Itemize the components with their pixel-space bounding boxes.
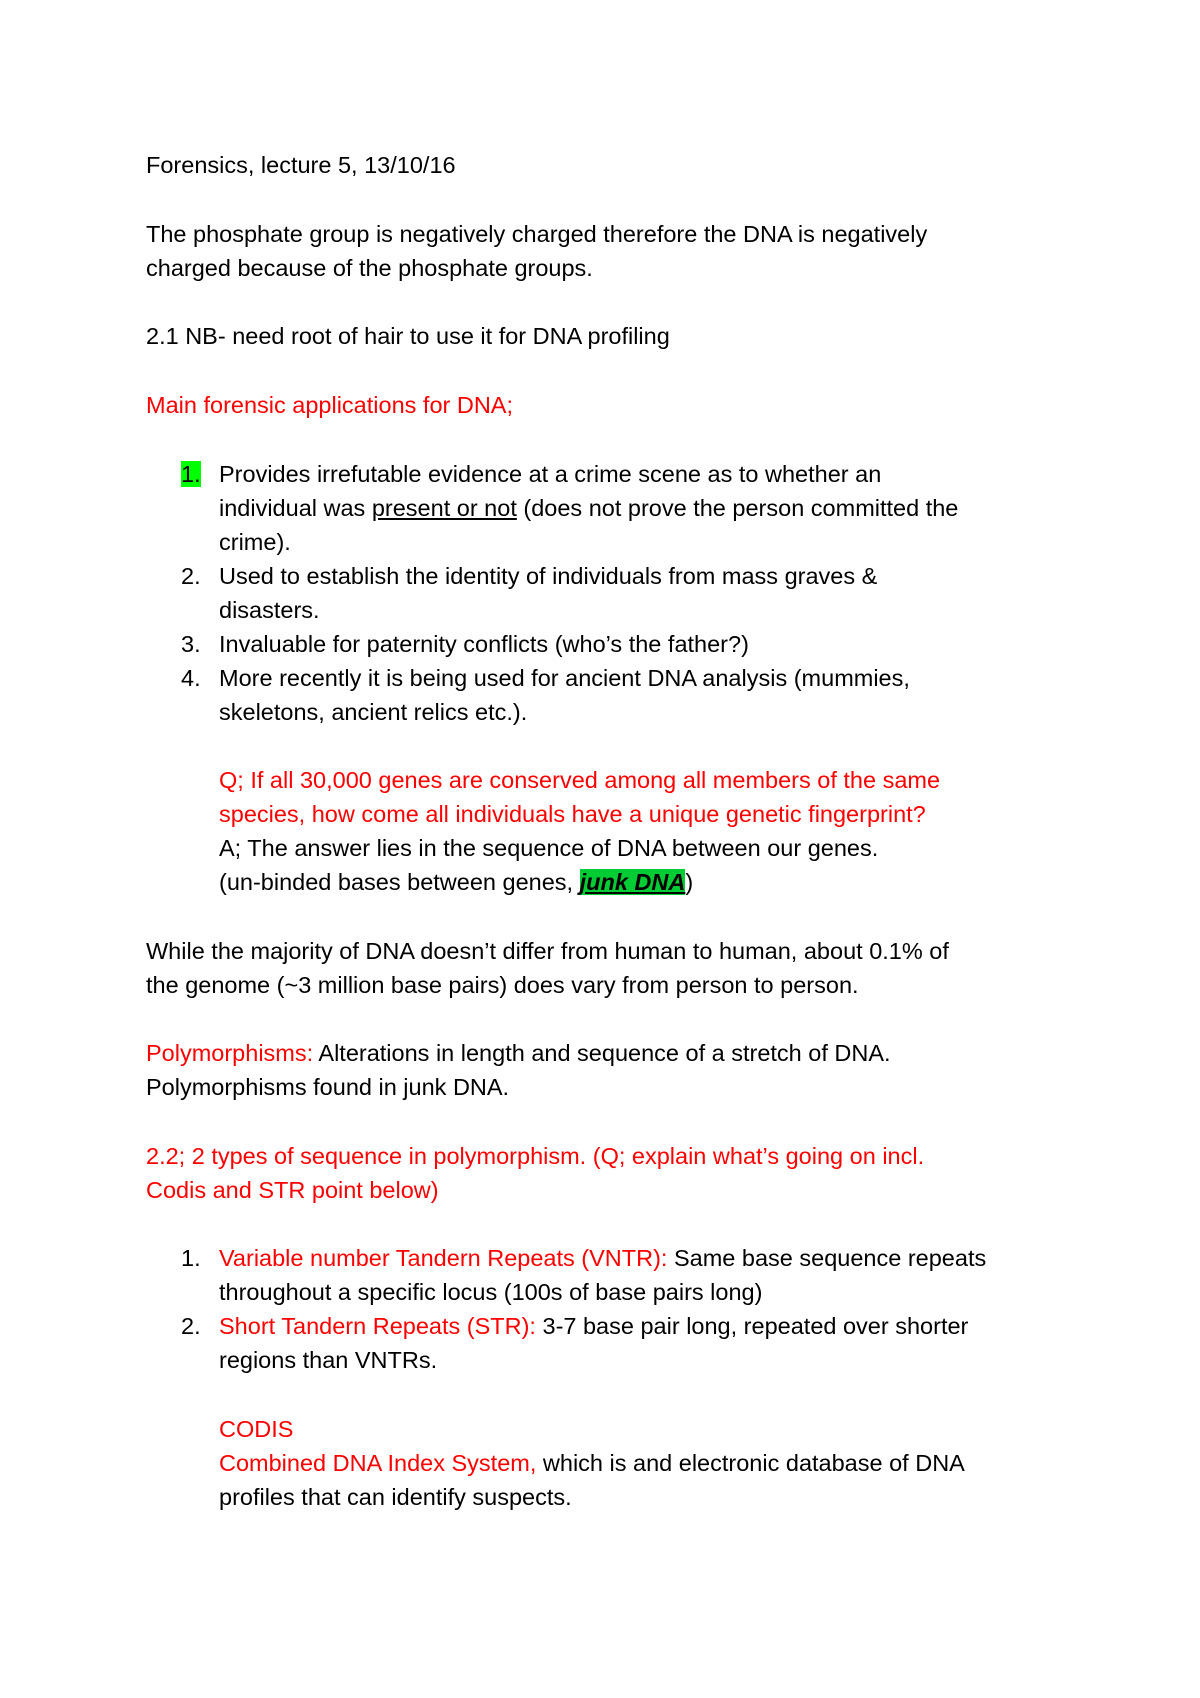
list-number: 3. xyxy=(181,631,201,657)
question-line: Q; If all 30,000 genes are conserved among all members of the same xyxy=(219,767,941,793)
list-number: 1. xyxy=(181,1245,201,1271)
paragraph-line: charged because of the phosphate groups. xyxy=(146,255,593,281)
paragraph-line: Polymorphisms found in junk DNA. xyxy=(146,1074,510,1100)
text-run: Same base sequence repeats xyxy=(667,1245,987,1271)
list-item-line xyxy=(219,1241,986,1275)
definition-line xyxy=(219,1446,965,1480)
question-line: species, how come all individuals have a unique genetic fingerprint? xyxy=(219,801,926,827)
paragraph-line: the genome (~3 million base pairs) does vary from person to person. xyxy=(146,972,859,998)
text-run: (does not prove the person committed the xyxy=(516,495,959,521)
text-run: which is and electronic database of DNA xyxy=(536,1450,965,1476)
list-item-line xyxy=(219,491,958,525)
list-item-line: Used to establish the identity of individuals from mass graves & xyxy=(219,563,878,589)
list-item-line: Provides irrefutable evidence at a crime scene as to whether an xyxy=(219,461,882,487)
list-number: 4. xyxy=(181,665,201,691)
list-item-line: Invaluable for paternity conflicts (who’s the father?) xyxy=(219,631,749,657)
text-run: Alterations in length and sequence of a stretch of DNA. xyxy=(313,1040,891,1066)
list-item-line xyxy=(219,1309,968,1343)
list-number xyxy=(181,457,201,491)
term-label: Short Tandern Repeats (STR): xyxy=(219,1313,536,1339)
answer-line xyxy=(219,865,693,899)
text-run: ) xyxy=(685,869,694,895)
paragraph-line: While the majority of DNA doesn’t differ from human to human, about 0.1% of xyxy=(146,938,949,964)
list-item-line: throughout a specific locus (100s of base pairs long) xyxy=(219,1279,763,1305)
term-label: Variable number Tandern Repeats (VNTR): xyxy=(219,1245,668,1271)
term-label: Polymorphisms: xyxy=(146,1040,314,1066)
list-item-line: More recently it is being used for ancient DNA analysis (mummies, xyxy=(219,665,910,691)
text-run: 3-7 base pair long, repeated over shorter xyxy=(535,1313,969,1339)
underlined-text: present or not xyxy=(371,495,517,521)
paragraph-line: profiles that can identify suspects. xyxy=(219,1484,572,1510)
list-item-line: disasters. xyxy=(219,597,320,623)
answer-line: A; The answer lies in the sequence of DNA between our genes. xyxy=(219,835,879,861)
list-item-line: crime). xyxy=(219,529,291,555)
document-title: Forensics, lecture 5, 13/10/16 xyxy=(146,152,456,178)
section-heading: Codis and STR point below) xyxy=(146,1177,439,1203)
section-heading: Main forensic applications for DNA; xyxy=(146,392,514,418)
list-number-highlight: 1. xyxy=(181,461,201,487)
note-line: 2.1 NB- need root of hair to use it for DNA profiling xyxy=(146,323,670,349)
junk-dna-highlight: junk DNA xyxy=(579,869,686,895)
paragraph-line: The phosphate group is negatively charged therefore the DNA is negatively xyxy=(146,221,928,247)
list-item-line: regions than VNTRs. xyxy=(219,1347,438,1373)
list-number: 2. xyxy=(181,563,201,589)
section-heading: 2.2; 2 types of sequence in polymorphism. (Q; explain what’s going on incl. xyxy=(146,1143,925,1169)
text-run: (un-binded bases between genes, xyxy=(219,869,580,895)
text-run: individual was xyxy=(219,495,372,521)
list-number: 2. xyxy=(181,1313,201,1339)
definition-line xyxy=(146,1036,891,1070)
codis-title: CODIS xyxy=(219,1416,294,1442)
term-label: Combined DNA Index System, xyxy=(219,1450,537,1476)
list-item-line: skeletons, ancient relics etc.). xyxy=(219,699,528,725)
